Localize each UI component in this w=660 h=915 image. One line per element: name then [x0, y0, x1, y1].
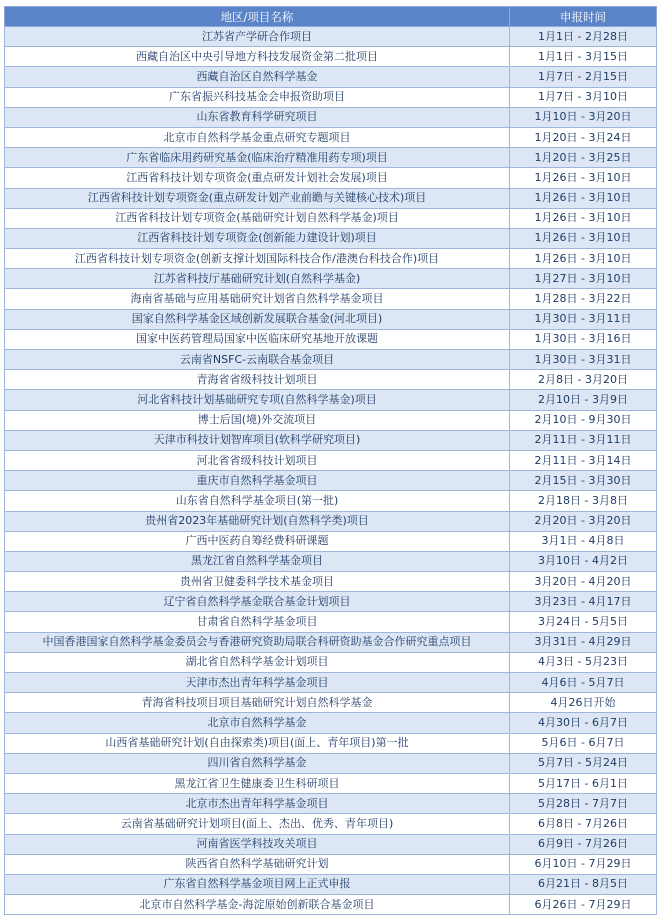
- application-period-cell: 1月20日 - 3月25日: [510, 148, 657, 168]
- table-row: [5, 652, 657, 672]
- table-row: [5, 491, 657, 511]
- project-name-cell: 江西省科技计划专项资金(创新支撑计划国际科技合作/港澳台科技合作)项目: [5, 249, 510, 269]
- project-name-cell: 黑龙江省自然科学基金项目: [5, 551, 510, 571]
- application-period-cell: 2月15日 - 3月30日: [510, 471, 657, 491]
- table-body: [5, 27, 657, 915]
- application-period-cell: 2月11日 - 3月11日: [510, 430, 657, 450]
- application-period-cell: 1月7日 - 2月15日: [510, 67, 657, 87]
- project-name-cell: 河北省科技计划基础研究专项(自然科学基金)项目: [5, 390, 510, 410]
- application-period-cell: 3月31日 - 4月29日: [510, 632, 657, 652]
- table-row: [5, 834, 657, 854]
- table-row: [5, 632, 657, 652]
- application-period-cell: 1月26日 - 3月10日: [510, 188, 657, 208]
- table-row: [5, 228, 657, 248]
- project-name-cell: 西藏自治区自然科学基金: [5, 67, 510, 87]
- project-name-cell: 陕西省自然科学基础研究计划: [5, 854, 510, 874]
- application-period-cell: 3月1日 - 4月8日: [510, 531, 657, 551]
- application-period-cell: 6月10日 - 7月29日: [510, 854, 657, 874]
- table-row: [5, 208, 657, 228]
- table-row: [5, 188, 657, 208]
- project-name-cell: 四川省自然科学基金: [5, 753, 510, 773]
- project-name-cell: 江西省科技计划专项资金(重点研发计划社会发展)项目: [5, 168, 510, 188]
- table-row: [5, 531, 657, 551]
- application-period-cell: 5月6日 - 6月7日: [510, 733, 657, 753]
- project-name-cell: 江西省科技计划专项资金(基础研究计划自然科学基金)项目: [5, 208, 510, 228]
- application-period-cell: 1月30日 - 3月16日: [510, 329, 657, 349]
- project-name-cell: 北京市杰出青年科学基金项目: [5, 794, 510, 814]
- project-name-cell: 广东省自然科学基金项目网上正式申报: [5, 874, 510, 894]
- application-period-cell: 2月10日 - 3月9日: [510, 390, 657, 410]
- project-name-cell: 云南省基础研究计划项目(面上、杰出、优秀、青年项目): [5, 814, 510, 834]
- project-name-cell: 国家自然科学基金区域创新发展联合基金(河北项目): [5, 309, 510, 329]
- table-row: [5, 874, 657, 894]
- project-name-cell: 江苏省科技厅基础研究计划(自然科学基金): [5, 269, 510, 289]
- application-period-cell: 3月20日 - 4月20日: [510, 572, 657, 592]
- application-period-cell: 5月28日 - 7月7日: [510, 794, 657, 814]
- table-row: [5, 127, 657, 147]
- project-name-cell: 海南省基础与应用基础研究计划省自然科学基金项目: [5, 289, 510, 309]
- project-name-cell: 中国香港国家自然科学基金委员会与香港研究资助局联合科研资助基金合作研究重点项目: [5, 632, 510, 652]
- project-name-cell: 北京市自然科学基金-海淀原始创新联合基金项目: [5, 895, 510, 915]
- application-period-cell: 2月10日 - 9月30日: [510, 410, 657, 430]
- application-period-cell: 1月7日 - 3月10日: [510, 87, 657, 107]
- application-period-cell: 6月21日 - 8月5日: [510, 874, 657, 894]
- table-row: [5, 168, 657, 188]
- table-row: [5, 854, 657, 874]
- funding-deadline-table: [4, 6, 657, 915]
- project-name-cell: 青海省省级科技计划项目: [5, 370, 510, 390]
- table-row: [5, 148, 657, 168]
- application-period-cell: 3月10日 - 4月2日: [510, 551, 657, 571]
- table-row: [5, 773, 657, 793]
- table-row: [5, 67, 657, 87]
- table-row: [5, 551, 657, 571]
- table-row: [5, 693, 657, 713]
- table-row: [5, 794, 657, 814]
- project-name-cell: 国家中医药管理局国家中医临床研究基地开放课题: [5, 329, 510, 349]
- table-row: [5, 27, 657, 47]
- project-name-cell: 广东省振兴科技基金会申报资助项目: [5, 87, 510, 107]
- table-row: [5, 350, 657, 370]
- project-name-cell: 青海省科技项目项目基础研究计划自然科学基金: [5, 693, 510, 713]
- table-row: [5, 673, 657, 693]
- table-row: [5, 450, 657, 470]
- application-period-cell: 1月27日 - 3月10日: [510, 269, 657, 289]
- table-row: [5, 410, 657, 430]
- application-period-cell: 2月11日 - 3月14日: [510, 450, 657, 470]
- project-name-cell: 湖北省自然科学基金计划项目: [5, 652, 510, 672]
- application-period-cell: 2月20日 - 3月20日: [510, 511, 657, 531]
- table-row: [5, 733, 657, 753]
- project-name-cell: 天津市科技计划智库项目(软科学研究项目): [5, 430, 510, 450]
- project-name-cell: 河南省医学科技攻关项目: [5, 834, 510, 854]
- application-period-cell: 2月18日 - 3月8日: [510, 491, 657, 511]
- application-period-cell: 1月20日 - 3月24日: [510, 127, 657, 147]
- project-name-cell: 广西中医药自筹经费科研课题: [5, 531, 510, 551]
- application-period-cell: 2月8日 - 3月20日: [510, 370, 657, 390]
- project-name-cell: 山东省教育科学研究项目: [5, 107, 510, 127]
- table-row: [5, 471, 657, 491]
- project-name-cell: 山西省基础研究计划(自由探索类)项目(面上、青年项目)第一批: [5, 733, 510, 753]
- table-row: [5, 329, 657, 349]
- project-name-cell: 北京市自然科学基金重点研究专题项目: [5, 127, 510, 147]
- application-period-cell: 4月6日 - 5月7日: [510, 673, 657, 693]
- table-row: [5, 249, 657, 269]
- table-row: [5, 713, 657, 733]
- table-row: [5, 309, 657, 329]
- application-period-cell: 3月24日 - 5月5日: [510, 612, 657, 632]
- project-name-cell: 北京市自然科学基金: [5, 713, 510, 733]
- table-row: [5, 511, 657, 531]
- application-period-cell: 6月8日 - 7月26日: [510, 814, 657, 834]
- project-name-cell: 辽宁省自然科学基金联合基金计划项目: [5, 592, 510, 612]
- project-name-cell: 广东省临床用药研究基金(临床治疗精准用药专项)项目: [5, 148, 510, 168]
- project-name-cell: 贵州省2023年基础研究计划(自然科学类)项目: [5, 511, 510, 531]
- application-period-cell: 6月26日 - 7月29日: [510, 895, 657, 915]
- project-name-cell: 云南省NSFC-云南联合基金项目: [5, 350, 510, 370]
- application-period-cell: 1月26日 - 3月10日: [510, 249, 657, 269]
- table-row: [5, 390, 657, 410]
- header-application-period: 申报时间: [510, 7, 657, 27]
- application-period-cell: 1月1日 - 3月15日: [510, 47, 657, 67]
- project-name-cell: 甘肃省自然科学基金项目: [5, 612, 510, 632]
- project-name-cell: 西藏自治区中央引导地方科技发展资金第二批项目: [5, 47, 510, 67]
- application-period-cell: 1月28日 - 3月22日: [510, 289, 657, 309]
- application-period-cell: 5月17日 - 6月1日: [510, 773, 657, 793]
- application-period-cell: 1月30日 - 3月11日: [510, 309, 657, 329]
- table-row: [5, 47, 657, 67]
- table-row: [5, 430, 657, 450]
- project-name-cell: 江西省科技计划专项资金(重点研发计划产业前瞻与关键核心技术)项目: [5, 188, 510, 208]
- application-period-cell: 4月26日开始: [510, 693, 657, 713]
- application-period-cell: 1月26日 - 3月10日: [510, 228, 657, 248]
- table-row: [5, 370, 657, 390]
- application-period-cell: 1月10日 - 3月20日: [510, 107, 657, 127]
- project-name-cell: 河北省省级科技计划项目: [5, 450, 510, 470]
- application-period-cell: 1月1日 - 2月28日: [510, 27, 657, 47]
- table-row: [5, 269, 657, 289]
- table-row: [5, 87, 657, 107]
- project-name-cell: 重庆市自然科学基金项目: [5, 471, 510, 491]
- table-row: [5, 592, 657, 612]
- table-row: [5, 289, 657, 309]
- application-period-cell: 4月3日 - 5月23日: [510, 652, 657, 672]
- application-period-cell: 1月26日 - 3月10日: [510, 208, 657, 228]
- table-row: [5, 572, 657, 592]
- table-row: [5, 612, 657, 632]
- application-period-cell: 3月23日 - 4月17日: [510, 592, 657, 612]
- application-period-cell: 5月7日 - 5月24日: [510, 753, 657, 773]
- project-name-cell: 博士后国(境)外交流项目: [5, 410, 510, 430]
- table-row: [5, 895, 657, 915]
- project-name-cell: 天津市杰出青年科学基金项目: [5, 673, 510, 693]
- project-name-cell: 江西省科技计划专项资金(创新能力建设计划)项目: [5, 228, 510, 248]
- application-period-cell: 1月26日 - 3月10日: [510, 168, 657, 188]
- table-row: [5, 814, 657, 834]
- table-row: [5, 107, 657, 127]
- project-name-cell: 江苏省产学研合作项目: [5, 27, 510, 47]
- project-name-cell: 黑龙江省卫生健康委卫生科研项目: [5, 773, 510, 793]
- application-period-cell: 4月30日 - 6月7日: [510, 713, 657, 733]
- application-period-cell: 1月30日 - 3月31日: [510, 350, 657, 370]
- header-project-name: 地区/项目名称: [5, 7, 510, 27]
- table-header-row: [5, 7, 657, 27]
- project-name-cell: 贵州省卫健委科学技术基金项目: [5, 572, 510, 592]
- project-name-cell: 山东省自然科学基金项目(第一批): [5, 491, 510, 511]
- table-row: [5, 753, 657, 773]
- application-period-cell: 6月9日 - 7月26日: [510, 834, 657, 854]
